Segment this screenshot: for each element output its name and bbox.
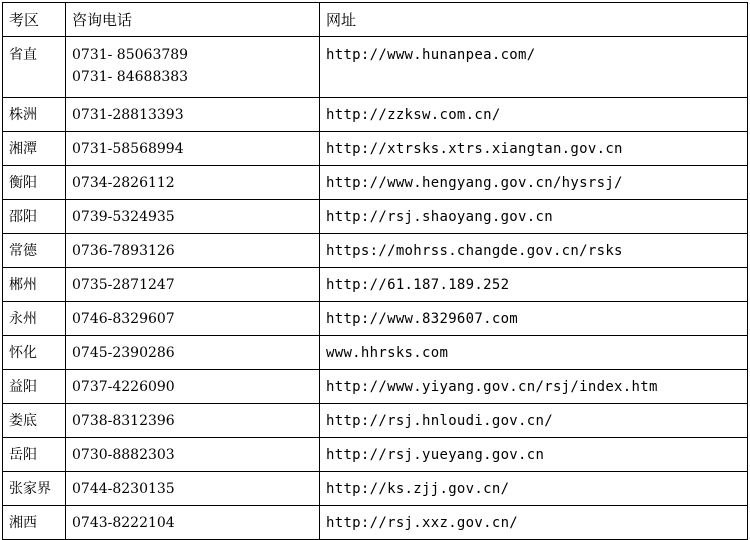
table-row	[3, 98, 748, 132]
phone-number: 0736-7893126	[72, 242, 175, 259]
table-row	[3, 370, 748, 404]
website-url-cell: http://61.187.189.252	[320, 268, 748, 302]
website-url-cell: http://rsj.shaoyang.gov.cn	[320, 200, 748, 234]
area-name-cell: 张家界	[3, 472, 66, 506]
phone-cell	[66, 132, 320, 166]
website-url-cell: http://www.yiyang.gov.cn/rsj/index.htm	[320, 370, 748, 404]
phone-number: 0744-8230135	[72, 480, 175, 497]
website-url-cell: http://rsj.hnloudi.gov.cn/	[320, 404, 748, 438]
website-url-cell: http://zzksw.com.cn/	[320, 98, 748, 132]
area-name-cell: 湘潭	[3, 132, 66, 166]
area-name-cell: 娄底	[3, 404, 66, 438]
phone-cell	[66, 506, 320, 540]
phone-cell	[66, 302, 320, 336]
website-url-cell: http://www.8329607.com	[320, 302, 748, 336]
area-name-cell: 永州	[3, 302, 66, 336]
table-row	[3, 132, 748, 166]
website-url-cell: https://mohrss.changde.gov.cn/rsks	[320, 234, 748, 268]
phone-cell	[66, 336, 320, 370]
table-row	[3, 234, 748, 268]
phone-number: 0731- 84688383	[72, 69, 189, 85]
area-name-cell: 省直	[3, 37, 66, 98]
area-name-cell: 怀化	[3, 336, 66, 370]
table-row	[3, 302, 748, 336]
phone-cell	[66, 234, 320, 268]
table-row	[3, 200, 748, 234]
phone-number: 0735-2871247	[72, 276, 175, 293]
website-url-cell: http://rsj.yueyang.gov.cn	[320, 438, 748, 472]
exam-area-contact-table	[2, 2, 748, 540]
phone-cell	[66, 370, 320, 404]
website-url-cell: http://www.hunanpea.com/	[320, 37, 748, 98]
phone-number: 0731-58568994	[72, 140, 184, 157]
area-name-cell: 湘西	[3, 506, 66, 540]
area-name-cell: 常德	[3, 234, 66, 268]
phone-cell	[66, 438, 320, 472]
phone-cell	[66, 37, 320, 98]
phone-number: 0734-2826112	[72, 174, 175, 191]
table-row	[3, 268, 748, 302]
phone-cell	[66, 472, 320, 506]
area-name-cell: 邵阳	[3, 200, 66, 234]
table-row	[3, 438, 748, 472]
phone-cell	[66, 200, 320, 234]
phone-number: 0730-8882303	[72, 446, 175, 463]
area-name-cell: 益阳	[3, 370, 66, 404]
table-header-row	[3, 3, 748, 37]
phone-number: 0731- 85063789	[72, 47, 189, 63]
table-row	[3, 166, 748, 200]
phone-number: 0739-5324935	[72, 208, 175, 225]
website-url-cell: http://www.hengyang.gov.cn/hysrsj/	[320, 166, 748, 200]
website-url-cell: www.hhrsks.com	[320, 336, 748, 370]
phone-number: 0738-8312396	[72, 412, 175, 429]
phone-number: 0743-8222104	[72, 514, 175, 531]
area-name-cell: 郴州	[3, 268, 66, 302]
website-url-cell: http://ks.zjj.gov.cn/	[320, 472, 748, 506]
phone-cell	[66, 268, 320, 302]
phone-number: 0746-8329607	[72, 310, 175, 327]
table-row	[3, 404, 748, 438]
table-body	[3, 3, 748, 540]
website-url-cell: http://rsj.xxz.gov.cn/	[320, 506, 748, 540]
header-area: 考区	[3, 3, 66, 37]
header-url: 网址	[320, 3, 748, 37]
phone-number: 0737-4226090	[72, 378, 175, 395]
table-row	[3, 37, 748, 98]
table-row	[3, 336, 748, 370]
area-name-cell: 衡阳	[3, 166, 66, 200]
area-name-cell: 株洲	[3, 98, 66, 132]
website-url-cell: http://xtrsks.xtrs.xiangtan.gov.cn	[320, 132, 748, 166]
table-row	[3, 472, 748, 506]
table-row	[3, 506, 748, 540]
phone-cell	[66, 98, 320, 132]
phone-number: 0745-2390286	[72, 344, 175, 361]
area-name-cell: 岳阳	[3, 438, 66, 472]
phone-cell	[66, 166, 320, 200]
phone-cell	[66, 404, 320, 438]
header-phone: 咨询电话	[66, 3, 320, 37]
phone-number: 0731-28813393	[72, 106, 184, 123]
